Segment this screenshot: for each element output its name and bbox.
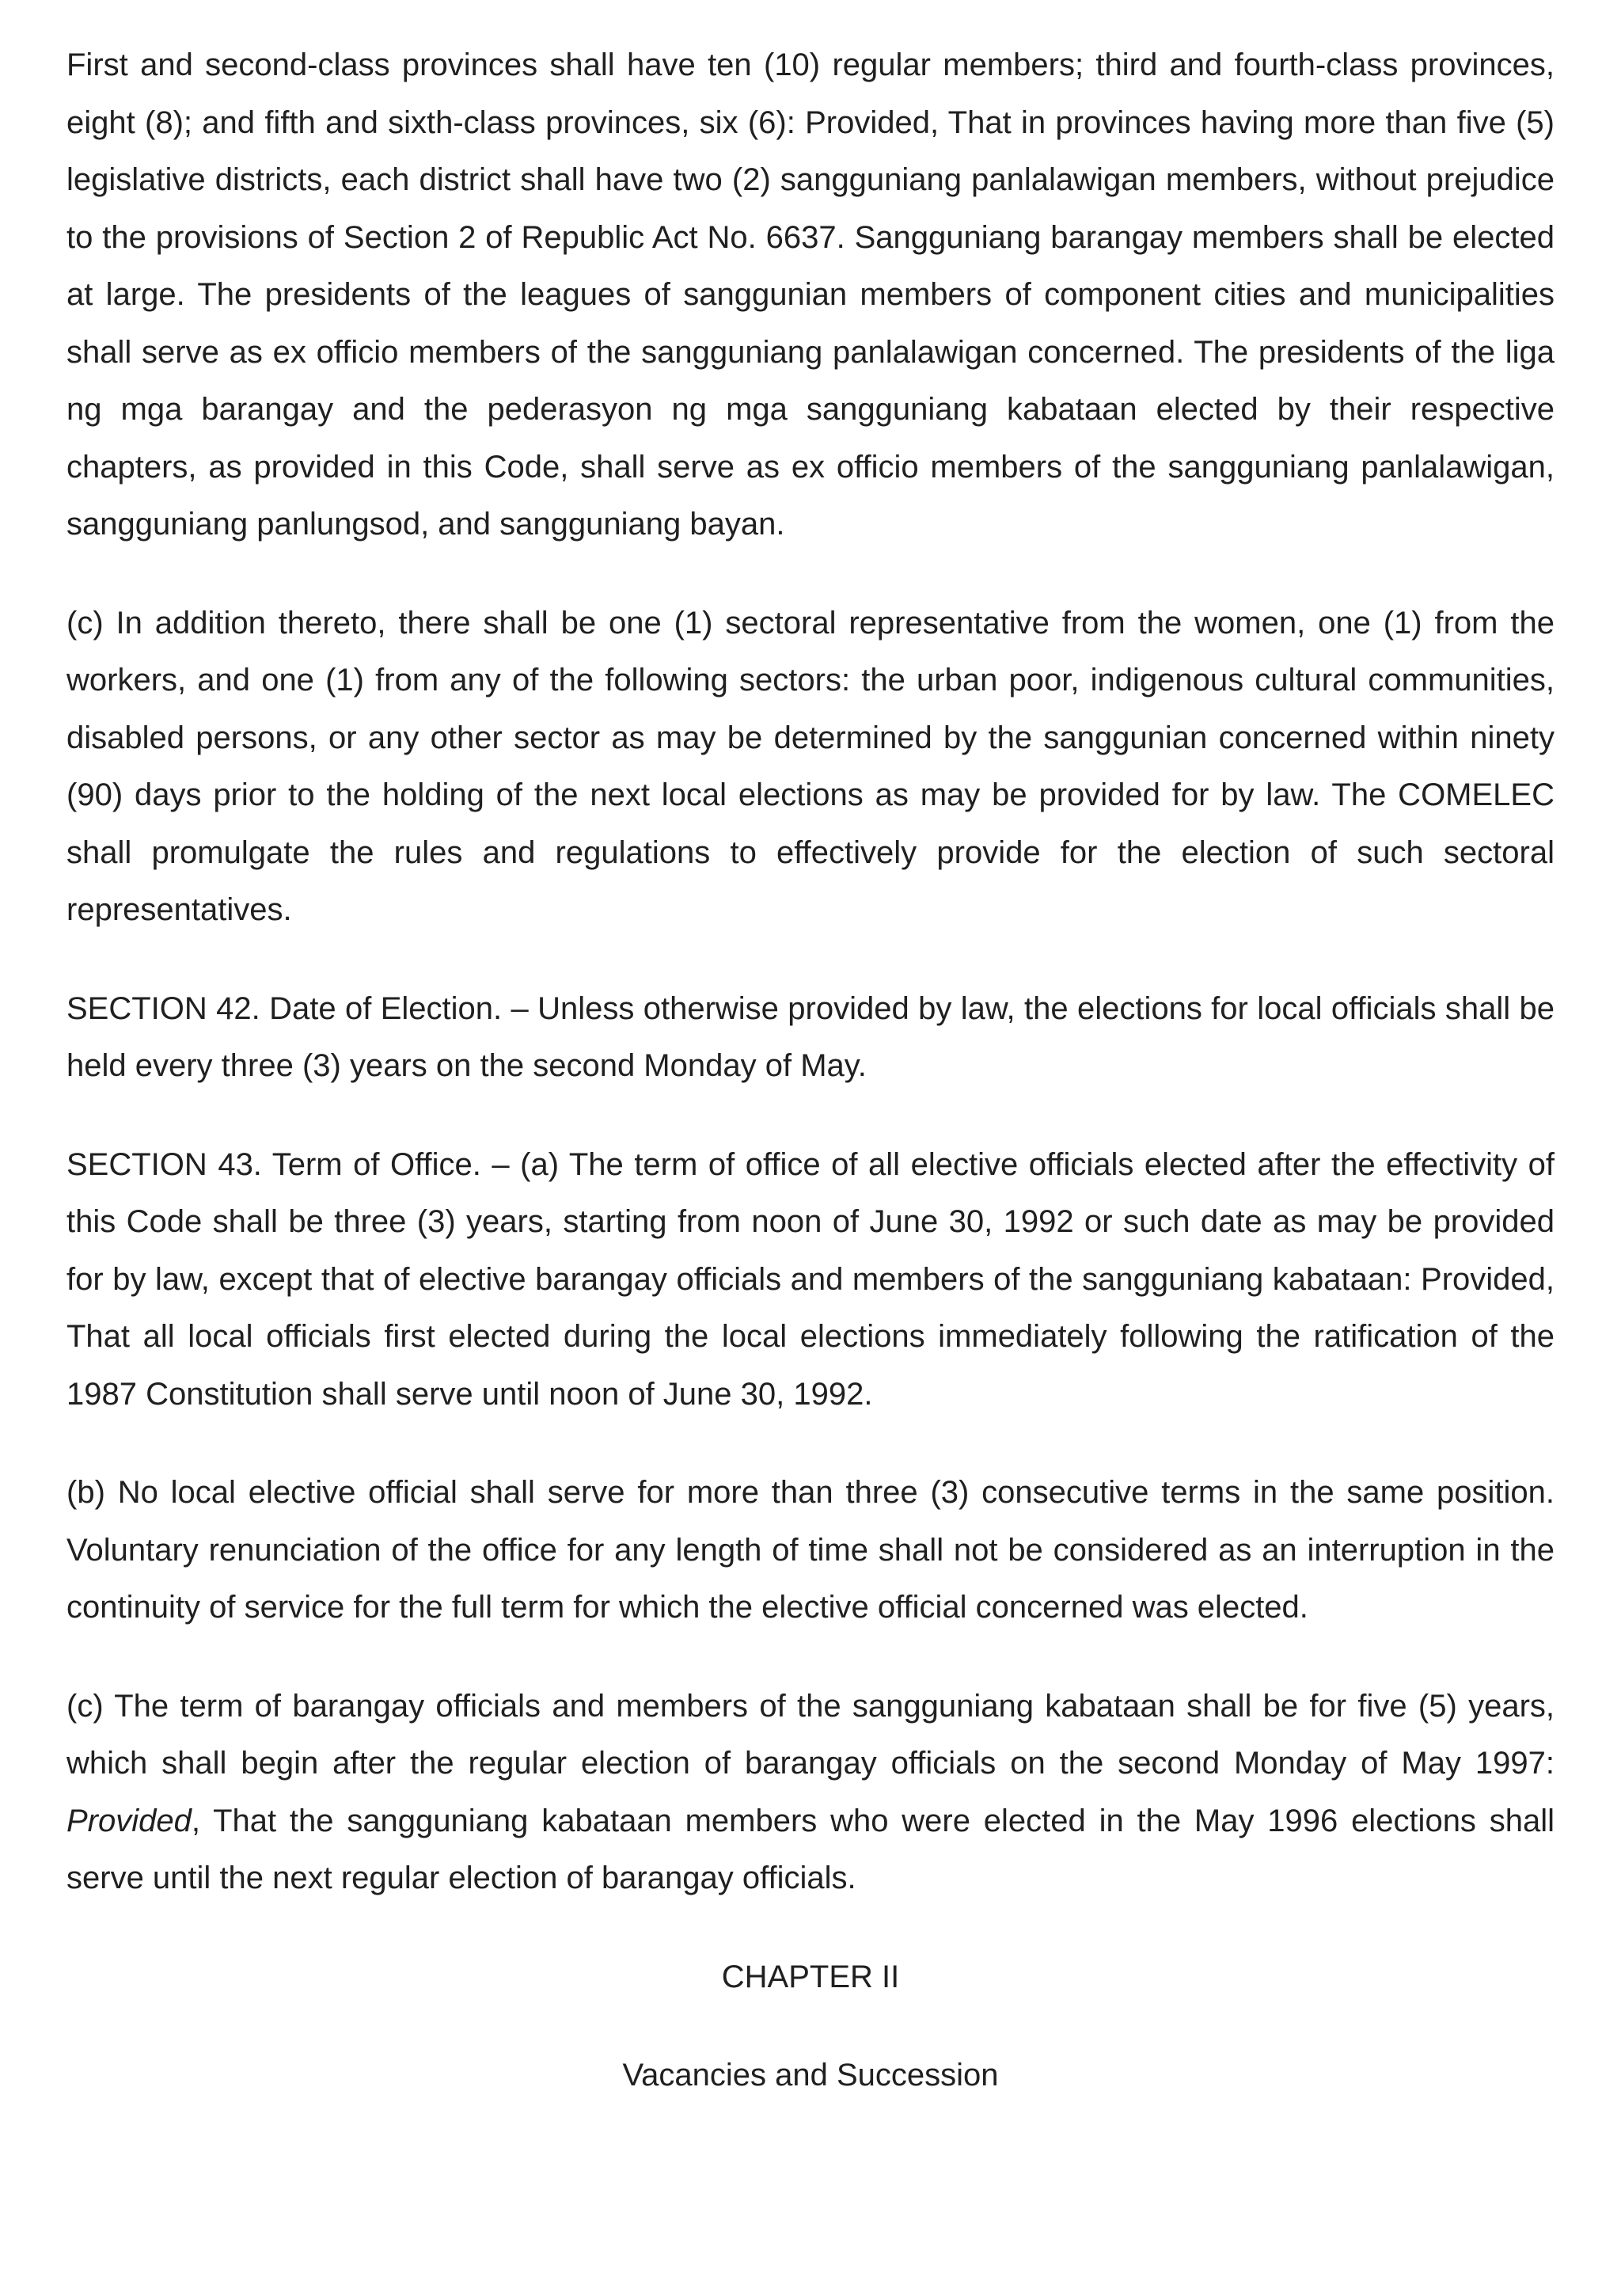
paragraph-sectoral-representatives: (c) In addition thereto, there shall be one (1) sectoral representative from the women, one (1) from the workers, and one (1) from any of the following sectors: the urban poor, indigenous cultural communities, disabled persons, or any other sector as may be determined by the sanggunian concerned within ninety (90) days prior to the holding of the next local elections as may be provided for by law. The COMELEC shall promulgate the rules and regulations to effectively provide for the election of such sectoral representatives. [66,605,1555,927]
chapter-heading: CHAPTER II [721,1959,900,1994]
chapter-title: Vacancies and Succession [622,2058,999,2093]
paragraph-section-43a: SECTION 43. Term of Office. – (a) The term of office of all elective officials elected after the effectivity of this Code shall be three (3) years, starting from noon of June 30, 1992 or such date as may be provided for by law, except that of elective barangay officials and members of the sangguniang kabataan: Provided, That all local officials first elected during the local elections immediately following the ratification of the 1987 Constitution shall serve until noon of June 30, 1992. [66,1146,1555,1412]
paragraph-section-43c-start: (c) The term of barangay officials and members of the sangguniang kabataan shall be for five (5) years, which shall begin after the regular election of barangay officials on the second Monday of May 1997: [66,1688,1555,1781]
paragraph-section-43c [66,1678,1555,1907]
document-page [66,36,1555,2146]
paragraph-section-43c-end: , That the sangguniang kabataan members who were elected in the May 1996 elections shall serve until the next regular election of barangay officials. [66,1803,1555,1895]
provided-italic: Provided [66,1803,192,1838]
paragraph-section-43b: (b) No local elective official shall serve for more than three (3) consecutive terms in the same position. Voluntary renunciation of the office for any length of time shall not be considered as an interruption in the continuity of service for the full term for which the elective official concerned was elected. [66,1475,1555,1625]
paragraph-provinces-members: First and second-class provinces shall have ten (10) regular members; third and fourth-class provinces, eight (8); and fifth and sixth-class provinces, six (6): Provided, That in provinces having more than five (5) legislative districts, each district shall have two (2) sangguniang panlalawigan members, without prejudice to the provisions of Section 2 of Republic Act No. 6637. Sangguniang barangay members shall be elected at large. The presidents of the leagues of sanggunian members of component cities and municipalities shall serve as ex officio members of the sangguniang panlalawigan concerned. The presidents of the liga ng mga barangay and the pederasyon ng mga sangguniang kabataan elected by their respective chapters, as provided in this Code, shall serve as ex officio members of the sangguniang panlalawigan, sangguniang panlungsod, and sangguniang bayan. [66,48,1555,542]
paragraph-section-42: SECTION 42. Date of Election. – Unless otherwise provided by law, the elections for local officials shall be held every three (3) years on the second Monday of May. [66,990,1555,1083]
